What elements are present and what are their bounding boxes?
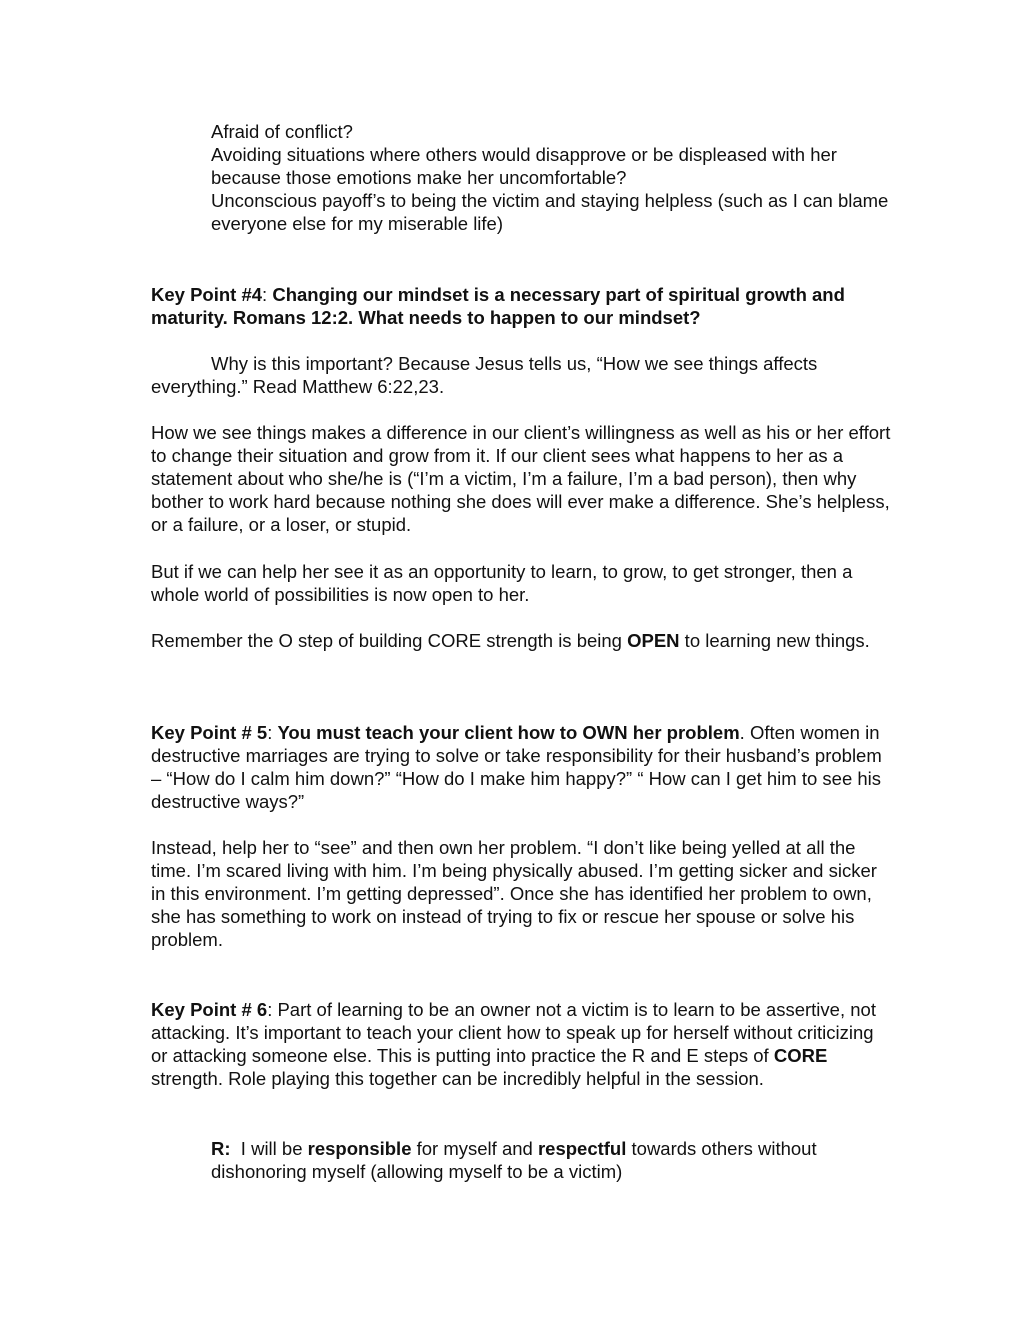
r-step-label: R: bbox=[211, 1138, 231, 1159]
question-item: Afraid of conflict? bbox=[211, 121, 353, 142]
question-item: Avoiding situations where others would disapprove or be displeased with her because those emotions make her uncomfortable? bbox=[211, 144, 837, 188]
core-emphasis: CORE bbox=[773, 1045, 828, 1066]
intro-questions-list bbox=[211, 120, 891, 235]
responsible-emphasis: responsible bbox=[307, 1138, 412, 1159]
key-point-5-paragraph bbox=[151, 721, 891, 813]
r-step-text-1: I will be bbox=[230, 1138, 308, 1159]
respectful-emphasis: respectful bbox=[537, 1138, 627, 1159]
key-point-6-label: Key Point # 6 bbox=[151, 999, 268, 1020]
key-point-5-label: Key Point # 5 bbox=[151, 722, 268, 743]
r-step-text-2: for myself and bbox=[411, 1138, 538, 1159]
key-point-4-heading bbox=[151, 283, 891, 329]
key-point-5-body: . Often women in destructive marriages are trying to solve or take responsibility for their husband’s problem – “How do I calm him down?” “How do I make him happy?” “ How can I get him to see his destructive ways?” bbox=[151, 722, 882, 812]
key-point-6-body-1: : Part of learning to be an owner not a victim is to learn to be assertive, not attacking. It’s important to teach your client how to speak up for herself without criticizing or attacking someone else. This is putting into practice the R and E steps of bbox=[151, 999, 876, 1066]
key-point-6-body-2: strength. Role playing this together can be incredibly helpful in the session. bbox=[151, 1068, 764, 1089]
why-paragraph: Why is this important? Because Jesus tells us, “How we see things affects everything.” Read Matthew 6:22,23. bbox=[151, 353, 818, 397]
key-point-4-text: Changing our mindset is a necessary part of spiritual growth and maturity. Romans 12:2. What needs to happen to our mindset? bbox=[151, 284, 845, 328]
question-item: Unconscious payoff’s to being the victim and staying helpless (such as I can blame everyone else for my miserable life) bbox=[211, 190, 889, 234]
r-step-paragraph bbox=[211, 1137, 891, 1183]
key-point-4-separator: : bbox=[262, 284, 268, 305]
how-paragraph: How we see things makes a difference in our client’s willingness as well as his or her effort to change their situation and grow from it. If our client sees what happens to her as a statement about who she/he is (“I’m a victim, I’m a failure, I’m a bad person), then why bother to work hard because nothing she does will ever make a difference. She’s helpless, or a failure, or a loser, or stupid. bbox=[151, 422, 891, 535]
key-point-4-label: Key Point #4 bbox=[151, 284, 263, 305]
remember-text-1: Remember the O step of building CORE strength is being bbox=[151, 630, 628, 651]
but-paragraph: But if we can help her see it as an opportunity to learn, to grow, to get stronger, then a whole world of possibilities is now open to her. bbox=[151, 561, 853, 605]
remember-paragraph bbox=[151, 629, 891, 652]
remember-text-2: to learning new things. bbox=[679, 630, 870, 651]
key-point-5-heading: You must teach your client how to OWN her problem bbox=[277, 722, 740, 743]
open-emphasis: OPEN bbox=[627, 630, 680, 651]
key-point-6-paragraph bbox=[151, 998, 891, 1090]
r-step-text-3: towards others without dishonoring myself (allowing myself to be a victim) bbox=[211, 1138, 822, 1182]
instead-paragraph: Instead, help her to “see” and then own her problem. “I don’t like being yelled at all the time. I’m scared living with him. I’m being physically abused. I’m getting sicker and sicker in this environment. I’m getting depressed”. Once she has identified her problem to own, she has something to work on instead of trying to fix or rescue her spouse or solve his problem. bbox=[151, 837, 877, 950]
key-point-5-separator: : bbox=[267, 722, 278, 743]
